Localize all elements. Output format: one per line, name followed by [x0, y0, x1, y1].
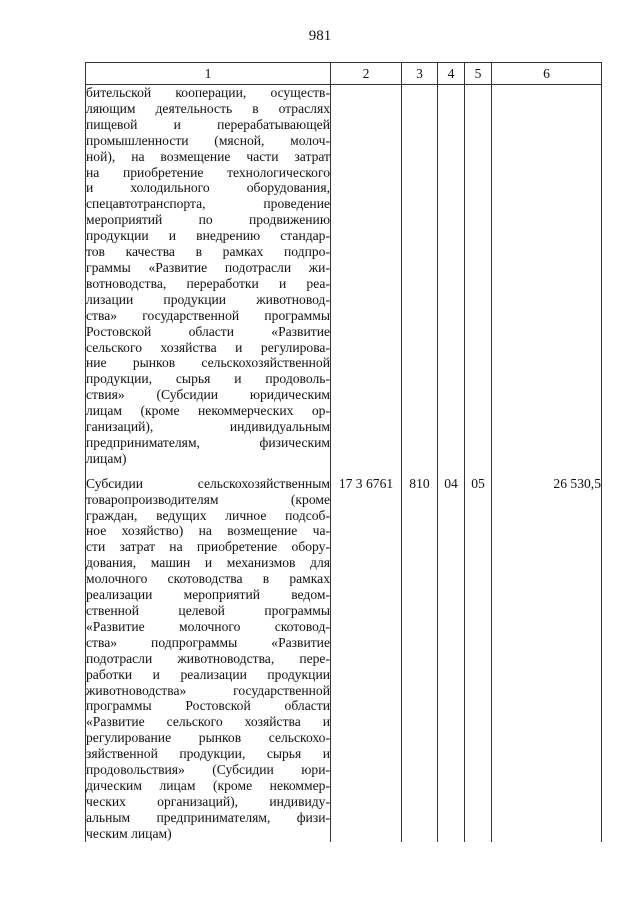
section-cell	[438, 85, 465, 467]
description-line: ное хозяйство) на возмещение ча-	[86, 523, 330, 539]
expense-type-cell: 810	[402, 467, 438, 842]
description-line: на приобретение технологического	[86, 164, 330, 180]
column-header: 1	[86, 63, 331, 85]
amount-cell: 26 530,5	[492, 467, 602, 842]
description-line: регулирование рынков сельскохо-	[86, 730, 330, 746]
table-row	[86, 85, 602, 467]
description-line: пищевой и перерабатывающей	[86, 116, 330, 132]
description-line: бительской кооперации, осуществ-	[86, 85, 330, 100]
description-line: сти затрат на приобретение обору-	[86, 539, 330, 555]
column-header: 5	[465, 63, 492, 85]
description-line: лицам (кроме некоммерческих ор-	[86, 403, 330, 419]
description-line: работки и реализации продукции	[86, 666, 330, 682]
target-article-cell	[331, 85, 402, 467]
description-line: ганизаций), индивидуальным	[86, 419, 330, 435]
subsection-cell: 05	[465, 467, 492, 842]
subsection-cell	[465, 85, 492, 467]
description-line: ственной целевой программы	[86, 603, 330, 618]
table-header-row	[86, 63, 602, 85]
description-line: граммы «Развитие подотрасли жи-	[86, 259, 330, 275]
description-line: Субсидии сельскохозяйственным	[86, 475, 330, 491]
description-line: сельского хозяйства и регулирова-	[86, 339, 330, 355]
table-row	[86, 467, 602, 842]
description-line: дическим лицам (кроме некоммер-	[86, 777, 330, 793]
description-line: граждан, ведущих личное подсоб-	[86, 507, 330, 523]
description-line: спецавтотранспорта, проведение	[86, 196, 330, 212]
description-line: тов качества в рамках подпро-	[86, 244, 330, 260]
description-line: программы Ростовской области	[86, 698, 330, 714]
column-header: 4	[438, 63, 465, 85]
description-line: подотрасли животноводства, пере-	[86, 650, 330, 666]
description-line: ческим лицам)	[86, 825, 172, 841]
target-article-cell: 17 3 6761	[331, 467, 402, 842]
description-line: ной), на возмещение части затрат	[86, 148, 330, 164]
amount-cell	[492, 85, 602, 467]
description-line: товаропроизводителям (кроме	[86, 491, 330, 507]
column-header: 3	[402, 63, 438, 85]
description-line: предпринимателям, физическим	[86, 434, 330, 450]
item-description	[86, 85, 331, 467]
description-line: продукции и внедрению стандар-	[86, 228, 330, 244]
expense-type-cell	[402, 85, 438, 467]
description-line: ческих организаций), индивиду-	[86, 793, 330, 809]
description-line: молочного скотоводства в рамках	[86, 571, 330, 587]
description-line: вотноводства, переработки и реа-	[86, 275, 330, 291]
item-description	[86, 467, 331, 842]
description-line: альным предпринимателям, физи-	[86, 809, 330, 825]
description-line: Ростовской области «Развитие	[86, 323, 330, 339]
description-line: продовольствия» (Субсидии юри-	[86, 762, 330, 778]
description-line: дования, машин и механизмов для	[86, 555, 330, 571]
description-line: и холодильного оборудования,	[86, 180, 330, 196]
page-number: 981	[308, 28, 332, 44]
description-line: ляющим деятельность в отраслях	[86, 100, 330, 116]
description-line: ствия» (Субсидии юридическим	[86, 387, 330, 403]
description-line: «Развитие молочного скотовод-	[86, 618, 330, 634]
description-line: ства» подпрограммы «Развитие	[86, 634, 330, 650]
budget-table	[85, 62, 602, 842]
description-line: животноводства» государственной	[86, 682, 330, 698]
description-line: продукции, сырья и продоволь-	[86, 371, 330, 387]
description-line: мероприятий по продвижению	[86, 212, 330, 228]
description-line: промышленности (мясной, молоч-	[86, 132, 330, 148]
description-line: «Развитие сельского хозяйства и	[86, 714, 330, 730]
description-line: лицам)	[86, 450, 127, 466]
column-header: 2	[331, 63, 402, 85]
description-line: ние рынков сельскохозяйственной	[86, 355, 330, 371]
description-line: реализации мероприятий ведом-	[86, 587, 330, 603]
description-line: зяйственной продукции, сырья и	[86, 746, 330, 762]
section-cell: 04	[438, 467, 465, 842]
description-line: лизации продукции животновод-	[86, 291, 330, 307]
description-line: ства» государственной программы	[86, 307, 330, 323]
column-header: 6	[492, 63, 602, 85]
